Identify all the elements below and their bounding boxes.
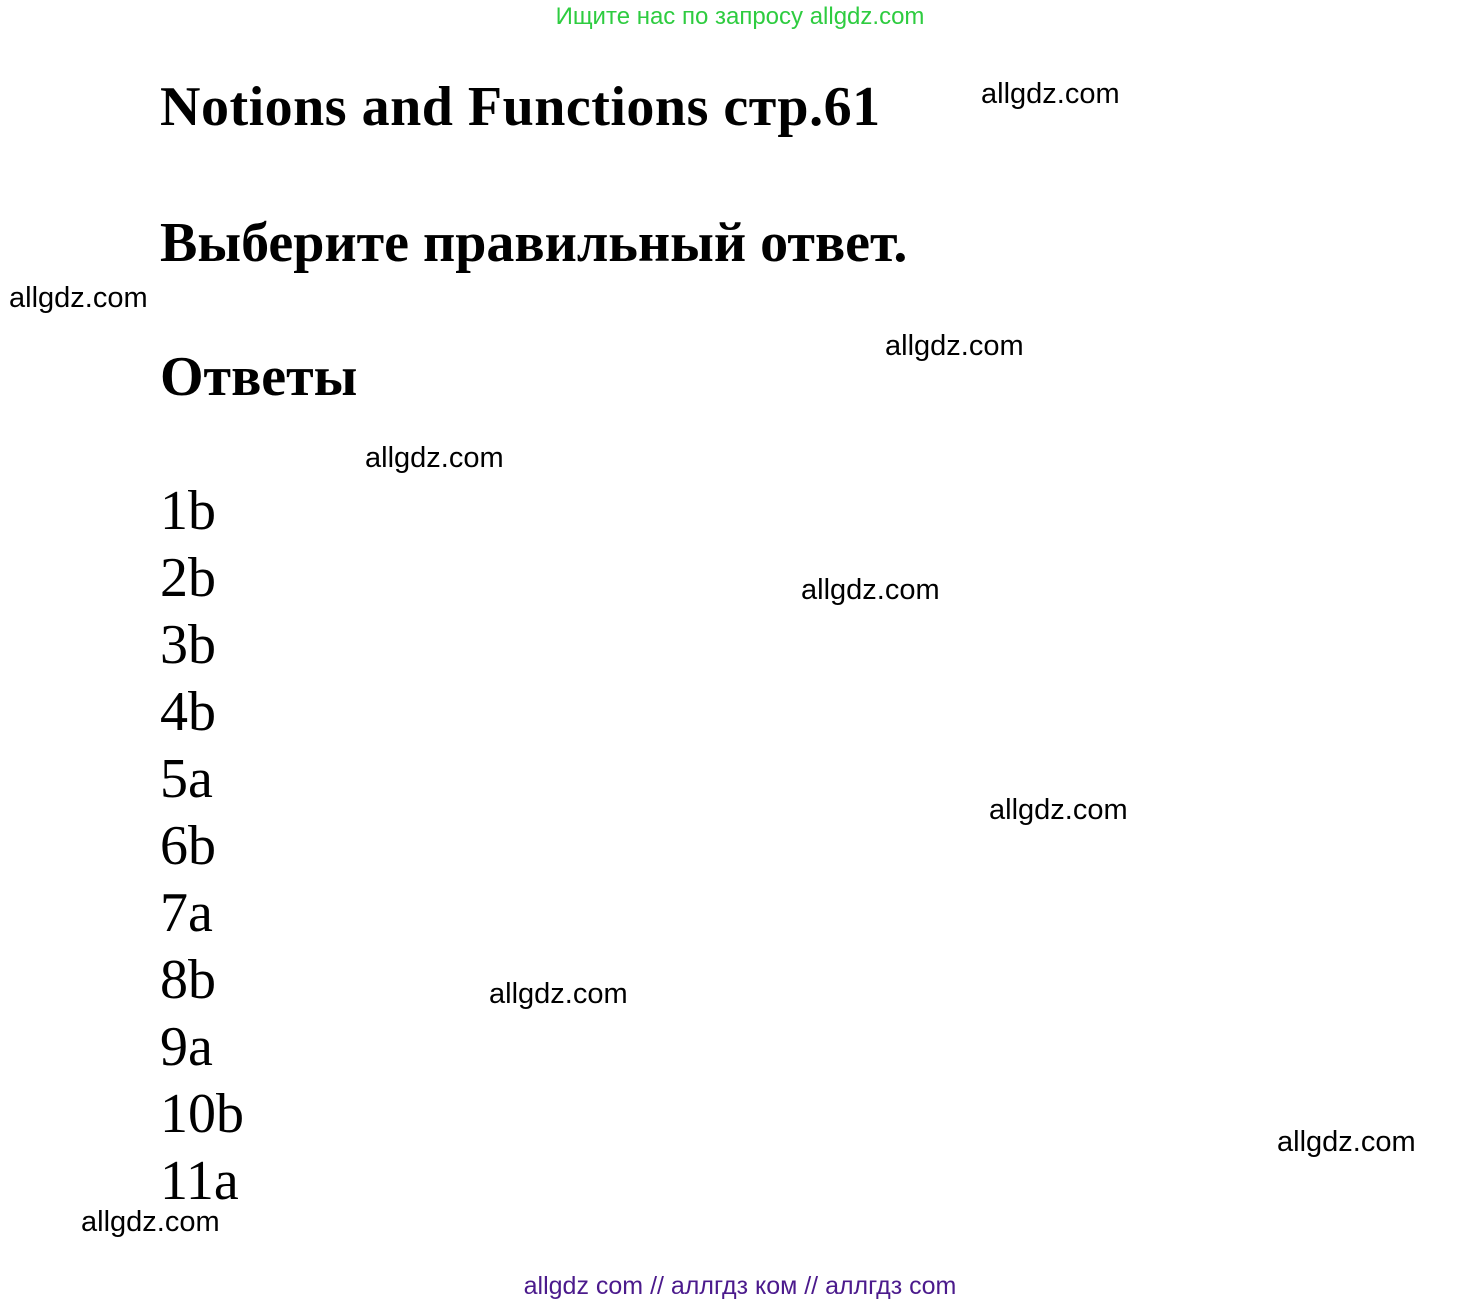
watermark: allgdz.com: [1277, 1126, 1416, 1158]
watermark: allgdz.com: [9, 282, 148, 314]
answers-heading: Ответы: [160, 346, 358, 408]
answer-item: 2b: [160, 547, 216, 609]
promo-banner[interactable]: Ищите нас по запросу allgdz.com: [555, 3, 925, 30]
watermark: allgdz.com: [365, 442, 504, 474]
answer-item: 4b: [160, 681, 216, 743]
page-title: Notions and Functions стр.61: [160, 76, 881, 138]
answer-item: 1b: [160, 480, 216, 542]
watermark: allgdz.com: [989, 794, 1128, 826]
footer-links[interactable]: allgdz com // аллгдз ком // аллгдз com: [523, 1272, 957, 1300]
answer-item: 5a: [160, 748, 213, 810]
watermark: allgdz.com: [81, 1206, 220, 1238]
answer-item: 10b: [160, 1083, 244, 1145]
answer-item: 7a: [160, 882, 213, 944]
answer-item: 3b: [160, 614, 216, 676]
watermark: allgdz.com: [489, 978, 628, 1010]
answers-list: [160, 478, 244, 1215]
answer-item: 8b: [160, 949, 216, 1011]
watermark: allgdz.com: [885, 330, 1024, 362]
instruction-heading: Выберите правильный ответ.: [160, 212, 908, 274]
answer-item: 9a: [160, 1016, 213, 1078]
watermark: allgdz.com: [801, 574, 940, 606]
answer-item: 6b: [160, 815, 216, 877]
watermark: allgdz.com: [981, 78, 1120, 110]
answer-item: 11a: [160, 1150, 239, 1212]
